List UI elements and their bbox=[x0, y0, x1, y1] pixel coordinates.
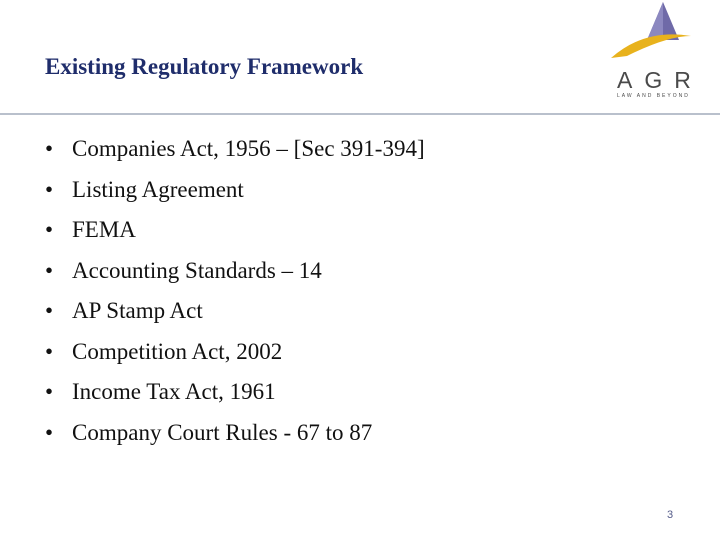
bullet-dot: • bbox=[45, 379, 54, 404]
logo-swoosh-shape bbox=[611, 34, 691, 58]
logo-tagline: LAW AND BEYOND bbox=[617, 93, 690, 99]
bullet-text: Company Court Rules - 67 to 87 bbox=[72, 419, 373, 445]
bullet-dot: • bbox=[45, 136, 54, 161]
logo-letters: AGR bbox=[617, 67, 703, 93]
header-divider bbox=[0, 113, 720, 115]
bullet-dot: • bbox=[45, 257, 54, 283]
bullet-dot: • bbox=[45, 419, 54, 445]
bullet-dot: • bbox=[45, 338, 54, 364]
agr-logo bbox=[605, 0, 720, 100]
bullet-text: AP Stamp Act bbox=[72, 298, 203, 323]
bullet-text: Income Tax Act, 1961 bbox=[72, 379, 276, 404]
slide-title: Existing Regulatory Framework bbox=[45, 54, 364, 79]
bullet-text: Listing Agreement bbox=[72, 176, 244, 202]
page-number: 3 bbox=[667, 509, 674, 521]
agr-logo-graphic bbox=[605, 0, 720, 100]
bullet-text: FEMA bbox=[72, 217, 136, 242]
bullet-dot: • bbox=[45, 176, 54, 202]
logo-triangle-highlight bbox=[647, 2, 663, 40]
bullet-text: Competition Act, 2002 bbox=[72, 338, 283, 364]
bullet-dot: • bbox=[45, 217, 54, 242]
bullet-text: Accounting Standards – 14 bbox=[72, 257, 322, 283]
bullet-text: Companies Act, 1956 – [Sec 391-394] bbox=[72, 136, 425, 161]
bullet-dot: • bbox=[45, 298, 54, 323]
